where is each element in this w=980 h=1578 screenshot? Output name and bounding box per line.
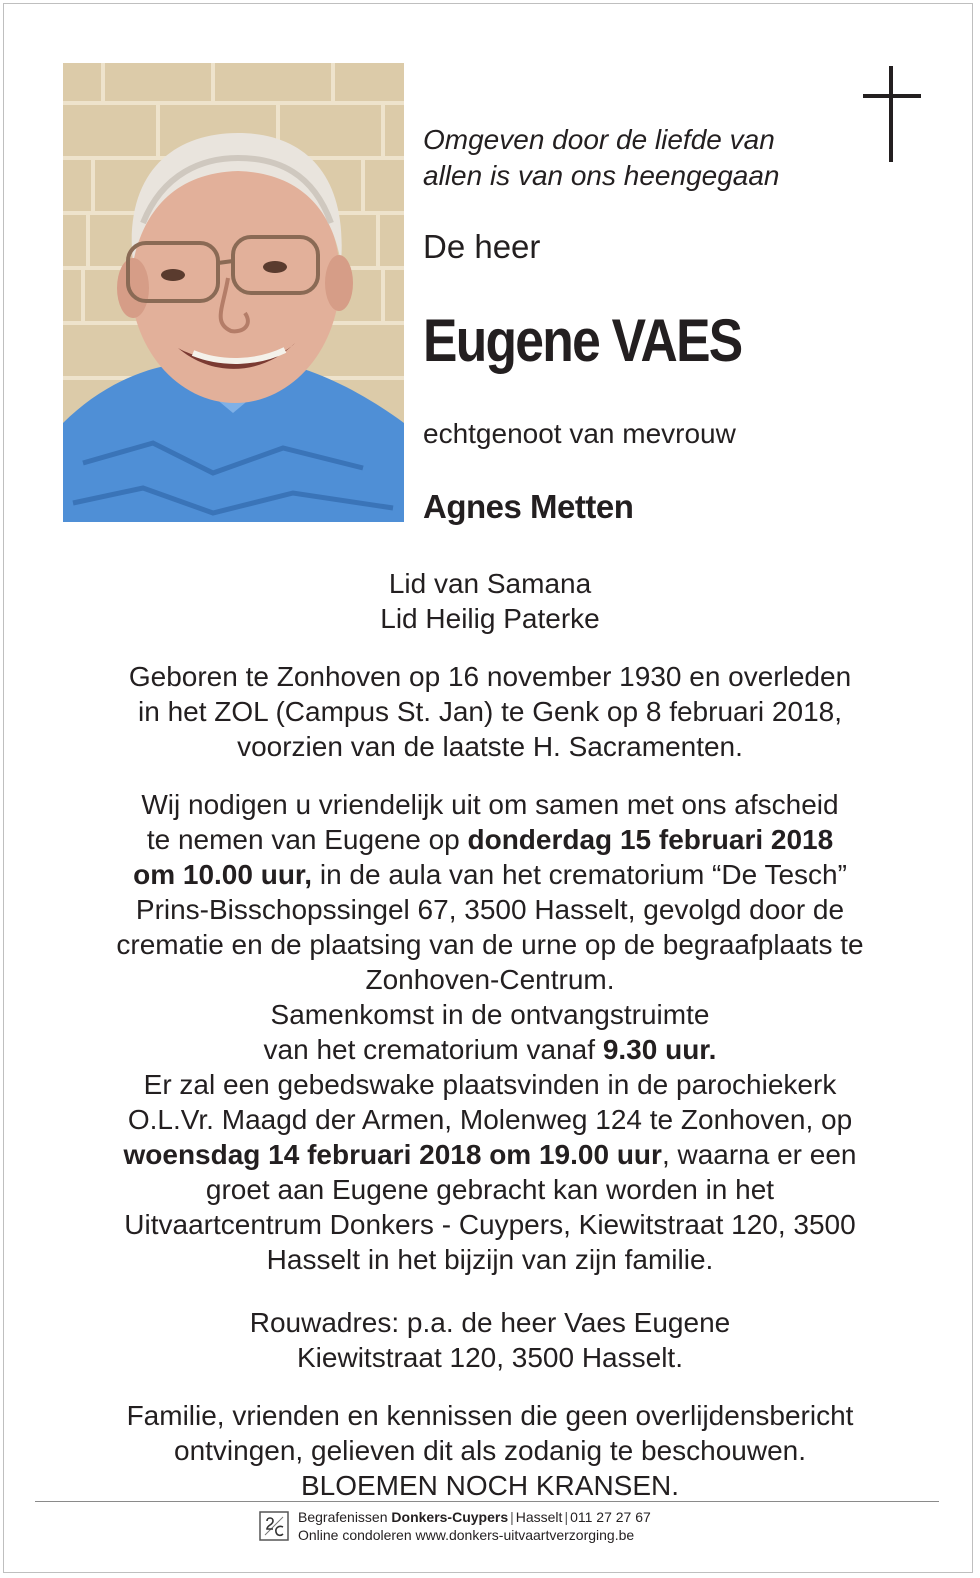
footer	[298, 1508, 651, 1544]
text-line: O.L.Vr. Maagd der Armen, Molenweg 124 te Zonhoven, op	[127, 1104, 853, 1135]
closing-paragraph	[40, 1398, 940, 1503]
footer-phone: 011 27 27 67	[570, 1509, 651, 1525]
text-line: groet aan Eugene gebracht kan worden in het	[205, 1174, 775, 1205]
text-line: Familie, vrienden en kennissen die geen overlijdensbericht	[126, 1400, 854, 1431]
text-line: Geboren te Zonhoven op 16 november 1930 en overleden	[128, 661, 852, 692]
birth-death-paragraph	[40, 659, 940, 764]
text-span: te nemen van Eugene op	[146, 824, 468, 855]
text-line: Zonhoven-Centrum.	[365, 964, 615, 995]
text-line: Prins-Bisschopssingel 67, 3500 Hasselt, gevolgd door de	[135, 894, 845, 925]
intro-text	[423, 122, 780, 194]
intro-line: Omgeven door de liefde van	[423, 124, 775, 155]
text-line: ontvingen, gelieven dit als zodanig te beschouwen.	[174, 1435, 806, 1466]
deceased-name: Eugene VAES	[423, 307, 742, 374]
footer-company: Donkers-Cuypers	[391, 1509, 509, 1525]
spouse-name: Agnes Metten	[423, 488, 634, 525]
text-line	[40, 1032, 940, 1067]
footer-divider	[35, 1501, 939, 1502]
deceased-photo	[63, 63, 404, 522]
text-span: in de aula van het crematorium “De Tesch”	[312, 859, 847, 890]
footer-prefix: Begrafenissen	[298, 1509, 392, 1525]
text-line: Kiewitstraat 120, 3500 Hasselt.	[297, 1342, 683, 1373]
text-line: voorzien van de laatste H. Sacramenten.	[237, 731, 743, 762]
memberships	[40, 566, 940, 636]
text-line: Uitvaartcentrum Donkers - Cuypers, Kiewitstraat 120, 3500	[124, 1209, 856, 1240]
gathering-time: 9.30 uur.	[602, 1034, 717, 1065]
intro-line: allen is van ons heengegaan	[423, 160, 780, 191]
text-span: , waarna er een	[661, 1139, 857, 1170]
salutation: De heer	[423, 228, 541, 265]
service-time: om 10.00 uur,	[133, 859, 313, 890]
text-line: Wij nodigen u vriendelijk uit om samen met ons afscheid	[141, 789, 839, 820]
membership-line: Lid Heilig Paterke	[380, 603, 600, 634]
text-line: crematie en de plaatsing van de urne op de begraafplaats te	[116, 929, 864, 960]
vigil-datetime: woensdag 14 februari 2018 om 19.00 uur	[123, 1139, 662, 1170]
text-line: in het ZOL (Campus St. Jan) te Genk op 8 februari 2018,	[138, 696, 842, 727]
text-line: Rouwadres: p.a. de heer Vaes Eugene	[249, 1307, 731, 1338]
text-line: Hasselt in het bijzijn van zijn familie.	[266, 1244, 714, 1275]
cross-icon	[863, 66, 921, 162]
footer-line: Begrafenissen Donkers-Cuypers | Hasselt | 011 27 27 67	[298, 1509, 651, 1525]
text-span: van het crematorium vanaf	[263, 1034, 603, 1065]
footer-online-line: Online condoleren www.donkers-uitvaartverzorging.be	[298, 1527, 635, 1543]
service-date: donderdag 15 februari 2018	[467, 824, 834, 855]
text-line	[40, 857, 940, 892]
text-line: BLOEMEN NOCH KRANSEN.	[300, 1470, 680, 1501]
text-line: Samenkomst in de ontvangstruimte	[270, 999, 710, 1030]
text-line	[40, 822, 940, 857]
service-paragraph	[40, 787, 940, 1277]
funeral-home-logo-icon	[259, 1511, 289, 1541]
text-line: Er zal een gebedswake plaatsvinden in de parochiekerk	[143, 1069, 837, 1100]
membership-line: Lid van Samana	[388, 568, 592, 599]
spouse-intro: echtgenoot van mevrouw	[423, 418, 736, 449]
mourning-address	[40, 1305, 940, 1375]
footer-city: Hasselt	[515, 1509, 563, 1525]
text-line	[40, 1137, 940, 1172]
